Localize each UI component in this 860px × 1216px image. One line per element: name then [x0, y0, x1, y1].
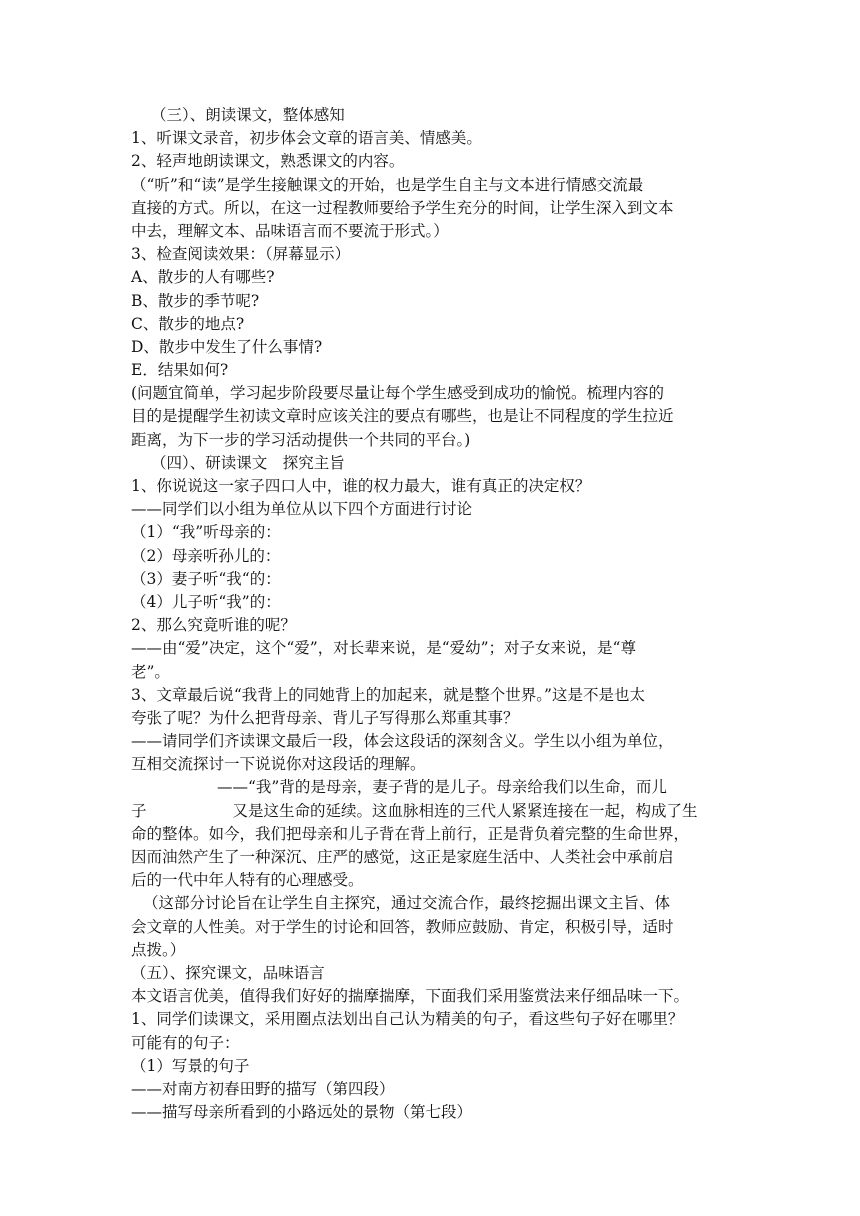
text-line: ——请同学们齐读课文最后一段，体会这段话的深刻含义。学生以小组为单位， — [131, 732, 674, 751]
text-line: 因而油然产生了一种深沉、庄严的感觉，这正是家庭生活中、人类社会中承前启 — [131, 848, 674, 866]
text-line: 中去，理解文本、品味语言而不要流于形式。） — [131, 221, 449, 240]
text-line: 2、那么究竟听谁的呢？ — [131, 616, 296, 635]
text-line-split — [131, 800, 731, 823]
document-body — [131, 104, 731, 1124]
list-item: （1）写景的句子 — [131, 1056, 250, 1075]
text-line: ——对南方初春田野的描写（第四段） — [131, 1079, 395, 1098]
question-item: B、散步的季节呢? — [131, 291, 260, 310]
text-line: ——由“爱”决定，这个“爱”，对长辈来说，是“爱幼”；对子女来说，是“尊 — [131, 639, 636, 658]
text-line: 夸张了呢？为什么把背母亲、背儿子写得那么郑重其事？ — [131, 708, 519, 727]
text-line: 3、检查阅读效果：（屏幕显示） — [131, 245, 351, 264]
text-line: 会文章的人性美。对于学生的讨论和回答，教师应鼓励、肯定，积极引导，适时 — [131, 917, 674, 936]
text-line: 可能有的句子： — [131, 1033, 240, 1052]
text-line: (问题宜简单，学习起步阶段要尽量让每个学生感受到成功的愉悦。梳理内容的 — [131, 384, 665, 403]
text-fragment: 子 — [131, 801, 147, 820]
text-line: 1、你说说这一家子四口人中，谁的权力最大，谁有真正的决定权？ — [131, 477, 591, 495]
text-line: ——描写母亲所看到的小路远处的景物（第七段） — [131, 1103, 473, 1122]
section-heading-5: （五）、探究课文，品味语言 — [131, 963, 325, 982]
text-line: 后的一代中年人特有的心理感受。 — [131, 871, 364, 890]
section-heading-3: （三）、朗读课文，整体感知 — [151, 106, 345, 124]
text-line: 互相交流探讨一下说说你对这段话的理解。 — [131, 755, 426, 774]
question-item: A、散步的人有哪些? — [131, 268, 275, 287]
text-line: ——同学们以小组为单位从以下四个方面进行讨论 — [131, 500, 473, 519]
text-line: 1、同学们读课文，采用圈点法划出自己认为精美的句子，看这些句子好在哪里？ — [131, 1010, 684, 1029]
text-line: 1、听课文录音，初步体会文章的语言美、情感美。 — [131, 129, 482, 148]
text-line: 距离，为下一步的学习活动提供一个共同的平台。) — [131, 430, 471, 449]
text-line: 2、轻声地朗读课文，熟悉课文的内容。 — [131, 152, 405, 171]
question-item: D、散步中发生了什么事情? — [131, 337, 323, 356]
question-item: C、散步的地点? — [131, 314, 245, 333]
section-heading-4: （四）、研读课文 探究主旨 — [151, 453, 345, 472]
list-item: （2）母亲听孙儿的： — [131, 546, 281, 565]
question-item: E．结果如何? — [131, 361, 229, 380]
list-item: （1）“我”听母亲的： — [131, 523, 281, 542]
list-item: （4）儿子听“我”的： — [131, 592, 281, 611]
text-line: 3、文章最后说“我背上的同她背上的加起来，就是整个世界。”这是不是也太 — [131, 685, 645, 704]
text-line: 老”。 — [131, 662, 170, 681]
text-line: （这部分讨论旨在让学生自主探究，通过交流合作，最终挖掘出课文主旨、体 — [143, 894, 671, 913]
list-item: （3）妻子听“我“的： — [131, 569, 281, 588]
text-line: （“听”和“读”是学生接触课文的开始，也是学生自主与文本进行情感交流最 — [131, 175, 644, 194]
text-line: 直接的方式。所以，在这一过程教师要给予学生充分的时间，让学生深入到文本 — [131, 198, 674, 217]
text-line: 点拨。） — [131, 940, 186, 959]
text-line: 本文语言优美，值得我们好好的揣摩揣摩，下面我们采用鉴赏法来仔细品味一下。 — [131, 987, 690, 1006]
text-line: 目的是提醒学生初读文章时应该关注的要点有哪些，也是让不同程度的学生拉近 — [131, 407, 674, 426]
text-fragment: 又是这生命的延续。这血脉相连的三代人紧紧连接在一起，构成了生 — [232, 801, 698, 820]
text-line: ——“我”背的是母亲，妻子背的是儿子。母亲给我们以生命，而儿 — [217, 778, 667, 797]
text-line: 命的整体。如今，我们把母亲和儿子背在背上前行，正是背负着完整的生命世界， — [131, 824, 690, 843]
